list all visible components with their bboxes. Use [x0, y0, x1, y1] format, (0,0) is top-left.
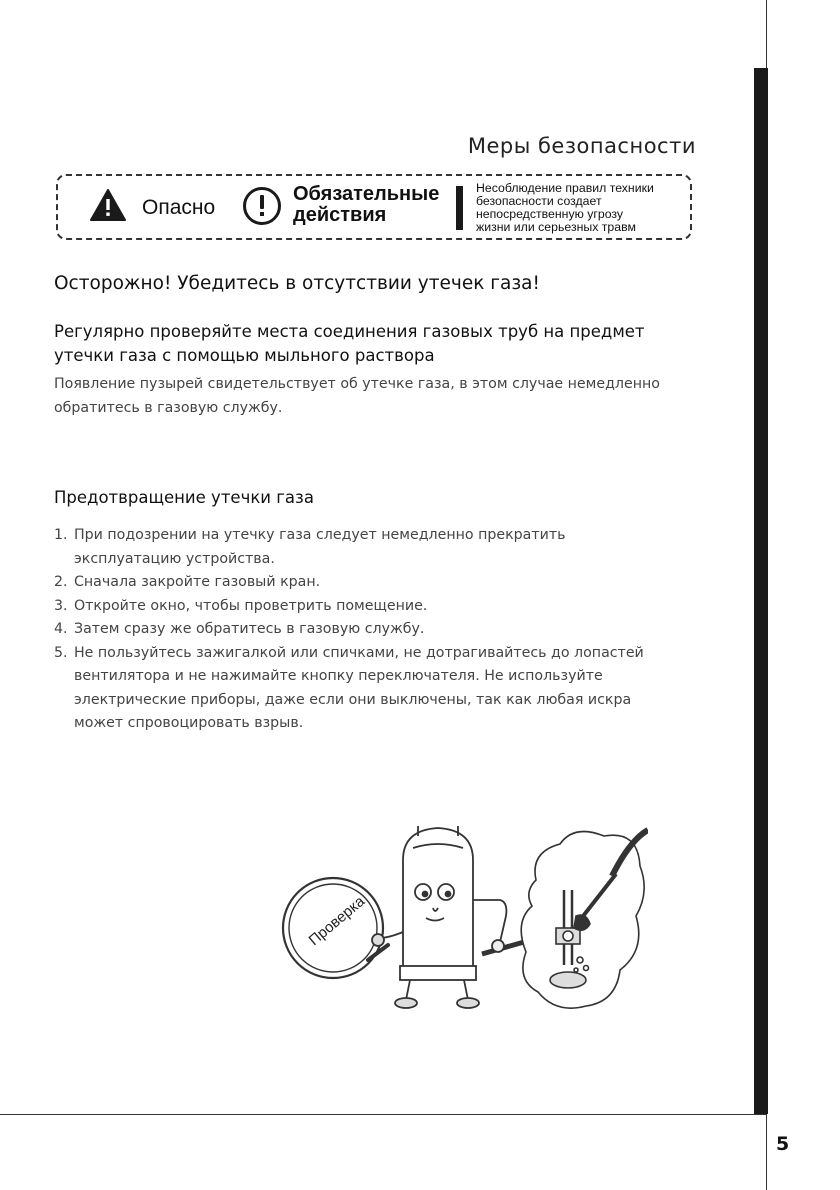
safety-legend — [56, 174, 692, 240]
water-heater-character — [372, 826, 524, 1008]
mandatory-label: Обязательные действия — [293, 183, 440, 226]
legend-divider — [456, 186, 463, 230]
step-number: 5. — [54, 644, 68, 661]
step-number: 1. — [54, 527, 68, 543]
list-item — [54, 524, 734, 571]
footer-rule — [0, 1114, 767, 1115]
step-text: Не пользуйтесь зажигалкой или спичками, не дотрагивайтесь до лопастей вентилятора и не нажимайте кнопку переключателя. Не используйте электрические приборы, даже если они выключены, так как любая искра может спровоцировать взрыв. — [74, 644, 644, 731]
step-text: При подозрении на утечку газа следует немедленно прекратить эксплуатацию устройства. — [74, 527, 566, 567]
danger-triangle-icon — [90, 189, 126, 221]
list-item — [54, 642, 734, 736]
mandatory-action-icon — [242, 186, 282, 226]
legend-note: Несоблюдение правил техники безопасности создает непосредственную угрозу жизни или серьезных травм — [476, 181, 654, 234]
chapter-tab-bar — [754, 68, 768, 1114]
list-item — [54, 571, 734, 595]
list-item — [54, 595, 734, 619]
magnifier-icon — [283, 878, 388, 978]
leak-check-body: Появление пузырей свидетельствует об утечке газа, в этом случае немедленно обратитесь в газовую службу. — [54, 376, 660, 416]
section-title: Меры безопасности — [467, 134, 696, 158]
warning-heading: Осторожно! Убедитесь в отсутствии утечек газа! — [54, 273, 540, 294]
prevention-steps — [54, 524, 734, 736]
step-text: Сначала закройте газовый кран. — [74, 574, 321, 590]
prevention-heading: Предотвращение утечки газа — [54, 488, 314, 507]
step-number: 3. — [54, 597, 68, 614]
step-number: 2. — [54, 574, 68, 590]
leak-test-cloud — [521, 830, 648, 1008]
magnifier-label: Проверка — [305, 892, 369, 950]
danger-label: Опасно — [142, 196, 216, 219]
step-text: Откройте окно, чтобы проветрить помещение. — [74, 597, 428, 614]
step-text: Затем сразу же обратитесь в газовую службу. — [74, 621, 425, 637]
leak-check-heading: Регулярно проверяйте места соединения газовых труб на предмет утечки газа с помощью мыльного раствора — [54, 322, 645, 365]
gas-leak-check-illustration — [268, 820, 648, 1020]
step-number: 4. — [54, 621, 68, 637]
page-number: 5 — [776, 1133, 790, 1155]
list-item — [54, 618, 734, 642]
